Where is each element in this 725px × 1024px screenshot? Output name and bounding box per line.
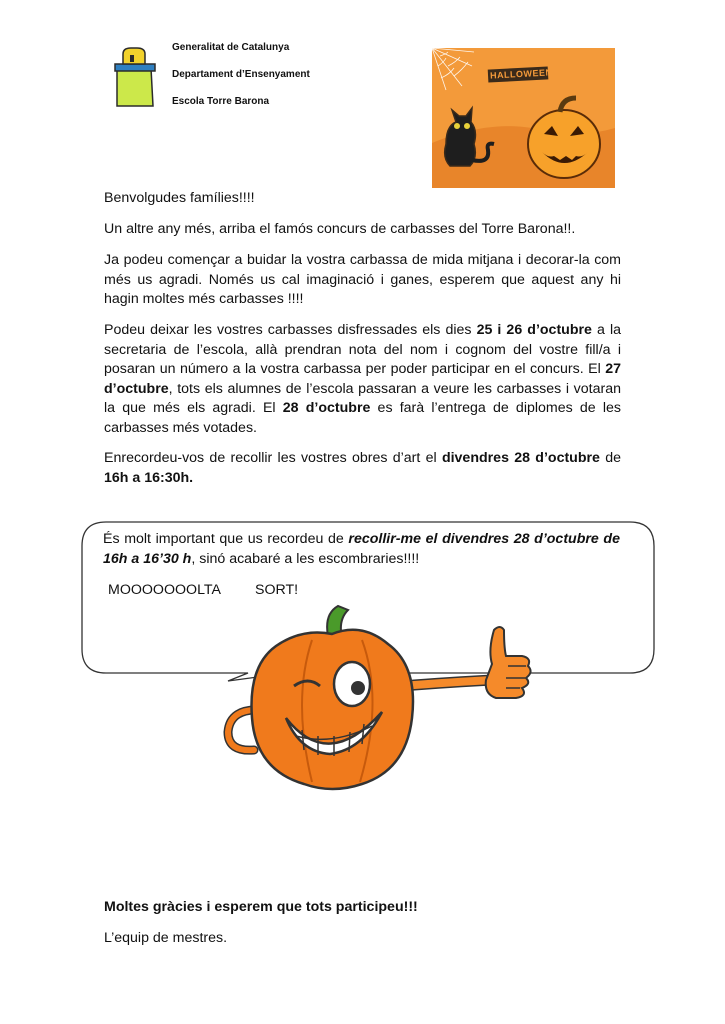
bubble-text-1: És molt important que us recordeu de	[103, 531, 349, 547]
dates-text-4: es farà l’entrega de diplomes de les carbasses més votades.	[104, 400, 621, 436]
bubble-bold: recollir-me el divendres 28 d’octubre de 16h a 16’30 h	[103, 531, 620, 567]
paragraph-decorate: Ja podeu començar a buidar la vostra carbassa de mida mitjana i decorar-la com més us agradi. Només us cal imaginació i ganes, esperem que aquest any hi hagin moltes més carbasses !!!!	[104, 252, 621, 307]
dates-bold-1: 25 i 26 d’octubre	[476, 322, 592, 338]
header-generalitat: Generalitat de Catalunya	[172, 42, 290, 53]
greeting: Benvolgudes famílies!!!!	[104, 190, 255, 206]
dates-text-2: a la secretaria de l’escola, allà prendran nota del nom i cognom del vostre fill/a i posaran un número a la vostra carbassa per poder participar en el concurs. El	[104, 322, 621, 377]
paragraph-dates	[104, 321, 621, 438]
paragraph-pickup	[104, 449, 621, 488]
spider-web-icon	[432, 48, 474, 90]
pickup-bold-1: divendres 28 d’octubre	[441, 450, 600, 466]
pickup-text-2: de	[599, 450, 621, 466]
good-luck-word-1: MOOOOOOOLTA	[108, 582, 221, 598]
pickup-bold-2: 16h a 16:30h.	[104, 469, 194, 486]
halloween-banner-label: HALLOWEEN	[489, 67, 553, 81]
header-department: Departament d’Ensenyament	[172, 69, 310, 80]
dates-text-3: , tots els alumnes de l’escola passaran a veure les carbasses i votaran la que més els agradi. El	[104, 380, 621, 416]
pumpkin-mascot-icon	[212, 600, 542, 795]
header-school: Escola Torre Barona	[172, 96, 270, 107]
pickup-text-1: Enrecordeu-vos de recollir les vostres obres d’art el	[104, 450, 442, 466]
school-logo-icon	[107, 44, 163, 114]
bubble-text-2: , sinó acabaré a les escombraries!!!!	[191, 550, 420, 567]
dates-bold-3: 28 d’octubre	[282, 400, 371, 416]
halloween-banner	[432, 48, 615, 188]
good-luck-word-2: SORT!	[255, 582, 299, 598]
bubble-message	[103, 530, 620, 569]
closing-thanks: Moltes gràcies i esperem que tots participeu!!!	[104, 899, 418, 915]
jack-o-lantern-icon	[528, 98, 600, 178]
dates-bold-2: 27 d’octubre	[104, 361, 621, 397]
closing-signature: L’equip de mestres.	[104, 930, 228, 946]
dates-text-1: Podeu deixar les vostres carbasses disfressades els dies	[104, 322, 477, 338]
paragraph-intro: Un altre any més, arriba el famós concurs de carbasses del Torre Barona!!.	[104, 221, 576, 237]
